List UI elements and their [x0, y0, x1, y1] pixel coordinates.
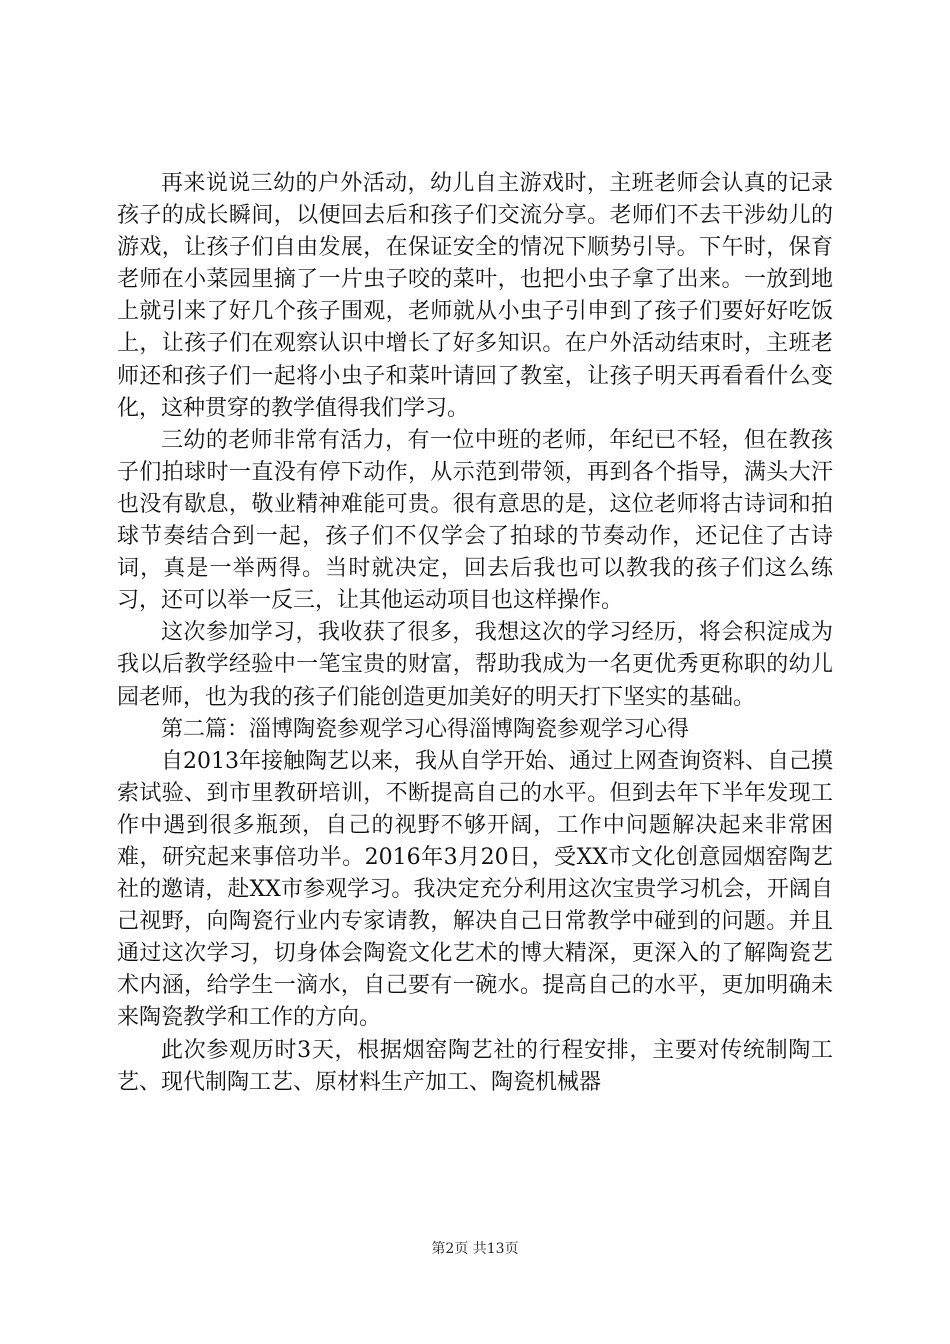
paragraph-energetic-teacher: 三幼的老师非常有活力，有一位中班的老师，年纪已不轻，但在教孩子们拍球时一直没有停下动作，从示范到带领，再到各个指导，满头大汗也没有歇息，敬业精神难能可贵。很有意思的是，这位老师将古诗词和拍球节奏结合到一起，孩子们不仅学会了拍球的节奏动作，还记住了古诗词，真是一举两得。当时就决定，回去后我也可以教我的孩子们这么练习，还可以举一反三，让其他运动项目也这样操作。 — [117, 427, 833, 614]
page-number-footer: 第2页 共13页 — [431, 1241, 519, 1257]
paragraph-outdoor-activities: 再来说说三幼的户外活动，幼儿自主游戏时，主班老师会认真的记录孩子的成长瞬间，以便回去后和孩子们交流分享。老师们不去干涉幼儿的游戏，让孩子们自由发展，在保证安全的情况下顺势引导。下午时，保育老师在小菜园里摘了一片虫子咬的菜叶，也把小虫子拿了出来。一放到地上就引来了好几个孩子围观，老师就从小虫子引申到了孩子们要好好吃饭上，让孩子们在观察认识中增长了好多知识。在户外活动结束时，主班老师还和孩子们一起将小虫子和菜叶请回了教室，让孩子明天再看看什么变化，这种贯穿的教学值得我们学习。 — [117, 171, 833, 421]
section-heading-part-two: 第二篇：淄博陶瓷参观学习心得淄博陶瓷参观学习心得 — [161, 716, 690, 742]
paragraph-visit-schedule: 此次参观历时3天，根据烟窑陶艺社的行程安排，主要对传统制陶工艺、现代制陶工艺、原材料生产加工、陶瓷机械器 — [117, 1037, 833, 1095]
paragraph-learning-gains: 这次参加学习，我收获了很多，我想这次的学习经历，将会积淀成为我以后教学经验中一笔宝贵的财富，帮助我成为一名更优秀更称职的幼儿园老师，也为我的孩子们能创造更加美好的明天打下坚实的基础。 — [117, 620, 833, 710]
paragraph-ceramics-background: 自2013年接触陶艺以来，我从自学开始、通过上网查询资料、自己摸索试验、到市里教研培训，不断提高自己的水平。但到去年下半年发现工作中遇到很多瓶颈，自己的视野不够开阔，工作中问题解决起来非常困难，研究起来事倍功半。2016年3月20日，受XX市文化创意园烟窑陶艺社的邀请，赴XX市参观学习。我决定充分利用这次宝贵学习机会，开阔自己视野，向陶瓷行业内专家请教，解决自己日常教学中碰到的问题。并且通过这次学习，切身体会陶瓷文化艺术的博大精深，更深入的了解陶瓷艺术内涵，给学生一滴水，自己要有一碗水。提高自己的水平，更加明确未来陶瓷教学和工作的方向。 — [117, 748, 833, 1031]
document-body — [117, 168, 833, 1099]
